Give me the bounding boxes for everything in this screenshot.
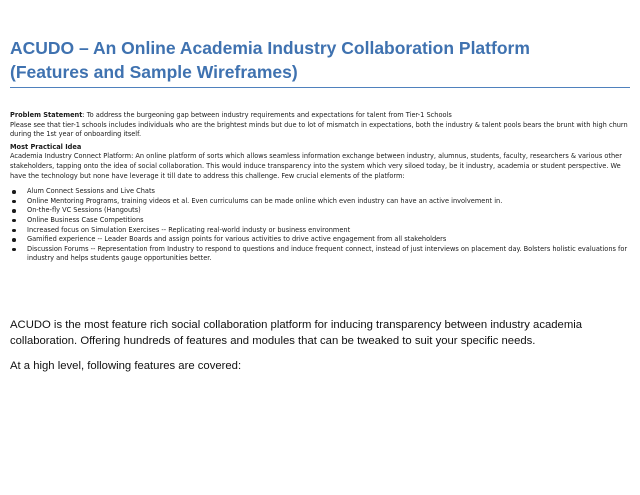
bullet-item: [10, 187, 630, 197]
bullet-item: [10, 235, 630, 245]
summary-section: [10, 318, 630, 375]
bullet-text: Increased focus on Simulation Exercises -- Replicating real-world industy or business environment: [27, 225, 351, 234]
bullet-text: Alum Connect Sessions and Live Chats: [27, 187, 155, 196]
bullet-item: [10, 226, 630, 236]
practical-idea-text: Academia Industry Connect Platform: An online platform of sorts which allows seamless information exchange between industry, alumnus, students, faculty, researchers & various other stakeholders, tapping onto the idea of social collaboration. This would induce transparency into the system which very siloed today, be it industry, academia or student perspective. We have the technology but none have leverage it till date to address this challenge. Few crucial elements of the platform:: [10, 152, 622, 180]
bullet-text: Discussion Forums -- Representation from Industry to respond to questions and induce frequent connect, instead of just interviews on placement day. Bolsters holistic evaluations for industry and helps students gauge opportunities better.: [27, 244, 628, 263]
bullet-item: [10, 216, 630, 226]
bullet-text: Online Business Case Competitions: [27, 215, 144, 224]
document-body: [10, 111, 630, 264]
bullet-dot-icon: [12, 229, 16, 233]
problem-statement-label: Problem Statement: [10, 111, 83, 119]
title-line-2: (Features and Sample Wireframes): [10, 62, 298, 82]
bullet-text: Online Mentoring Programs, training videos et al. Even curriculums can be made online which even industry can have an active involvement in.: [27, 196, 503, 205]
bullet-item: [10, 206, 630, 216]
bullet-dot-icon: [12, 209, 16, 213]
problem-statement-detail: Please see that tier-1 schools includes individuals who are the brightest minds but due to lot of mismatch in expectations, both the industry & talent pools bears the brunt with high churn during the 1st year of onboarding itself.: [10, 120, 628, 139]
title-line-1: ACUDO – An Online Academia Industry Collaboration Platform: [10, 38, 530, 58]
features-lead-in: At a high level, following features are covered:: [10, 360, 242, 372]
document-title: [10, 36, 610, 84]
feature-bullet-list: [10, 187, 630, 264]
bullet-text: Gamified experience -- Leader Boards and assign points for various activities to drive active engagement from all stakeholders: [27, 235, 447, 244]
bullet-dot-icon: [12, 238, 16, 242]
problem-statement-text: : To address the burgeoning gap between industry requirements and expectations for talent from Tier-1 Schools: [82, 111, 452, 119]
bullet-item: [10, 197, 630, 207]
bullet-text: On-the-fly VC Sessions (Hangouts): [27, 206, 141, 215]
bullet-dot-icon: [12, 219, 16, 223]
title-underline: [10, 87, 630, 88]
summary-paragraph: ACUDO is the most feature rich social collaboration platform for inducing transparency between industry academia collaboration. Offering hundreds of features and modules that can be tweaked to suit your specific needs.: [10, 319, 583, 347]
bullet-dot-icon: [12, 190, 16, 194]
bullet-dot-icon: [12, 248, 16, 252]
bullet-dot-icon: [12, 200, 16, 204]
bullet-item: [10, 245, 630, 264]
problem-statement: [10, 111, 630, 121]
practical-idea-heading: Most Practical Idea: [10, 142, 82, 151]
